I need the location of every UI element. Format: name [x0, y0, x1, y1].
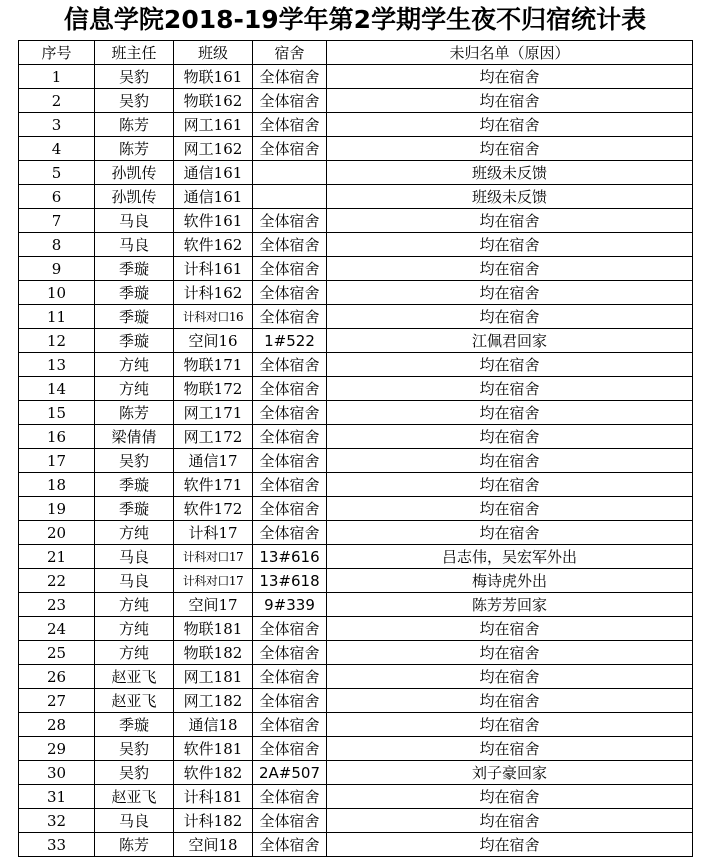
- table-row: [19, 353, 693, 377]
- header-class: 班级: [174, 41, 253, 65]
- cell-absent-list: 梅诗虎外出: [327, 569, 693, 593]
- cell-absent-list: 均在宿舍: [327, 425, 693, 449]
- cell-dorm: 全体宿舍: [253, 497, 327, 521]
- cell-dorm: 9#339: [253, 593, 327, 617]
- cell-index: 14: [19, 377, 95, 401]
- table-row: [19, 689, 693, 713]
- table-row: [19, 569, 693, 593]
- cell-teacher: 吴豹: [95, 761, 174, 785]
- header-teacher: 班主任: [95, 41, 174, 65]
- table-row: [19, 185, 693, 209]
- cell-index: 29: [19, 737, 95, 761]
- table-row: [19, 593, 693, 617]
- table-row: [19, 209, 693, 233]
- table-body: [19, 65, 693, 857]
- cell-absent-list: 均在宿舍: [327, 809, 693, 833]
- cell-index: 31: [19, 785, 95, 809]
- cell-class: 物联161: [174, 65, 253, 89]
- sheet-title: 信息学院2018-19学年第2学期学生夜不归宿统计表: [63, 5, 647, 34]
- cell-index: 9: [19, 257, 95, 281]
- cell-index: 28: [19, 713, 95, 737]
- cell-dorm: 全体宿舍: [253, 689, 327, 713]
- cell-teacher: 方纯: [95, 641, 174, 665]
- cell-teacher: 梁倩倩: [95, 425, 174, 449]
- table-row: [19, 497, 693, 521]
- cell-absent-list: 均在宿舍: [327, 353, 693, 377]
- cell-absent-list: 均在宿舍: [327, 449, 693, 473]
- cell-dorm: 13#618: [253, 569, 327, 593]
- cell-dorm: 全体宿舍: [253, 233, 327, 257]
- cell-teacher: 马良: [95, 209, 174, 233]
- cell-teacher: 季璇: [95, 473, 174, 497]
- cell-teacher: 吴豹: [95, 65, 174, 89]
- cell-dorm: 全体宿舍: [253, 281, 327, 305]
- cell-class: 物联181: [174, 617, 253, 641]
- cell-teacher: 赵亚飞: [95, 665, 174, 689]
- cell-class: 通信161: [174, 161, 253, 185]
- cell-index: 8: [19, 233, 95, 257]
- cell-absent-list: 刘子豪回家: [327, 761, 693, 785]
- cell-index: 3: [19, 113, 95, 137]
- cell-absent-list: 均在宿舍: [327, 209, 693, 233]
- cell-dorm: 全体宿舍: [253, 617, 327, 641]
- cell-index: 24: [19, 617, 95, 641]
- cell-class: 软件162: [174, 233, 253, 257]
- cell-absent-list: 班级未反馈: [327, 161, 693, 185]
- cell-index: 21: [19, 545, 95, 569]
- cell-index: 7: [19, 209, 95, 233]
- table-row: [19, 377, 693, 401]
- cell-dorm: 全体宿舍: [253, 809, 327, 833]
- cell-teacher: 季璇: [95, 305, 174, 329]
- cell-class: 计科181: [174, 785, 253, 809]
- table-row: [19, 833, 693, 857]
- cell-dorm: 2A#507: [253, 761, 327, 785]
- cell-class: 通信17: [174, 449, 253, 473]
- cell-class: 网工171: [174, 401, 253, 425]
- cell-absent-list: 均在宿舍: [327, 737, 693, 761]
- cell-teacher: 陈芳: [95, 113, 174, 137]
- header-index: 序号: [19, 41, 95, 65]
- table-row: [19, 161, 693, 185]
- cell-class: 网工161: [174, 113, 253, 137]
- cell-absent-list: 江佩君回家: [327, 329, 693, 353]
- cell-teacher: 方纯: [95, 353, 174, 377]
- cell-dorm: [253, 185, 327, 209]
- cell-teacher: 孙凯传: [95, 185, 174, 209]
- cell-index: 6: [19, 185, 95, 209]
- cell-dorm: 全体宿舍: [253, 305, 327, 329]
- cell-class: 计科对口16: [174, 305, 253, 329]
- cell-absent-list: 均在宿舍: [327, 665, 693, 689]
- cell-teacher: 马良: [95, 569, 174, 593]
- cell-class: 计科182: [174, 809, 253, 833]
- cell-dorm: 全体宿舍: [253, 665, 327, 689]
- cell-teacher: 方纯: [95, 521, 174, 545]
- table-row: [19, 137, 693, 161]
- cell-absent-list: 均在宿舍: [327, 689, 693, 713]
- cell-index: 19: [19, 497, 95, 521]
- cell-teacher: 季璇: [95, 257, 174, 281]
- cell-dorm: 全体宿舍: [253, 713, 327, 737]
- cell-class: 计科161: [174, 257, 253, 281]
- cell-teacher: 马良: [95, 233, 174, 257]
- cell-class: 网工172: [174, 425, 253, 449]
- table-row: [19, 761, 693, 785]
- cell-absent-list: 均在宿舍: [327, 521, 693, 545]
- cell-teacher: 季璇: [95, 497, 174, 521]
- cell-teacher: 吴豹: [95, 89, 174, 113]
- cell-class: 物联162: [174, 89, 253, 113]
- cell-dorm: 全体宿舍: [253, 473, 327, 497]
- cell-class: 通信18: [174, 713, 253, 737]
- cell-class: 软件181: [174, 737, 253, 761]
- cell-absent-list: 陈芳芳回家: [327, 593, 693, 617]
- cell-teacher: 方纯: [95, 377, 174, 401]
- table-row: [19, 545, 693, 569]
- cell-class: 网工182: [174, 689, 253, 713]
- table-row: [19, 785, 693, 809]
- cell-index: 32: [19, 809, 95, 833]
- table-row: [19, 425, 693, 449]
- cell-index: 15: [19, 401, 95, 425]
- cell-absent-list: 均在宿舍: [327, 377, 693, 401]
- table-row: [19, 665, 693, 689]
- cell-index: 30: [19, 761, 95, 785]
- cell-teacher: 马良: [95, 809, 174, 833]
- cell-class: 计科对口17: [174, 569, 253, 593]
- cell-dorm: 全体宿舍: [253, 89, 327, 113]
- cell-index: 23: [19, 593, 95, 617]
- table-row: [19, 713, 693, 737]
- cell-absent-list: 均在宿舍: [327, 137, 693, 161]
- cell-absent-list: 均在宿舍: [327, 305, 693, 329]
- cell-absent-list: 均在宿舍: [327, 473, 693, 497]
- cell-teacher: 季璇: [95, 281, 174, 305]
- cell-index: 25: [19, 641, 95, 665]
- cell-absent-list: 均在宿舍: [327, 785, 693, 809]
- table-row: [19, 257, 693, 281]
- table-row: [19, 65, 693, 89]
- cell-index: 12: [19, 329, 95, 353]
- cell-index: 5: [19, 161, 95, 185]
- cell-class: 空间16: [174, 329, 253, 353]
- cell-class: 网工181: [174, 665, 253, 689]
- table-row: [19, 809, 693, 833]
- cell-teacher: 吴豹: [95, 737, 174, 761]
- cell-index: 33: [19, 833, 95, 857]
- cell-index: 26: [19, 665, 95, 689]
- cell-index: 4: [19, 137, 95, 161]
- cell-absent-list: 均在宿舍: [327, 641, 693, 665]
- cell-teacher: 马良: [95, 545, 174, 569]
- cell-teacher: 陈芳: [95, 137, 174, 161]
- table-row: [19, 89, 693, 113]
- table-row: [19, 641, 693, 665]
- cell-class: 空间18: [174, 833, 253, 857]
- cell-index: 11: [19, 305, 95, 329]
- cell-absent-list: 均在宿舍: [327, 833, 693, 857]
- cell-class: 软件172: [174, 497, 253, 521]
- cell-dorm: 全体宿舍: [253, 257, 327, 281]
- table-row: [19, 401, 693, 425]
- cell-absent-list: 均在宿舍: [327, 233, 693, 257]
- cell-absent-list: 均在宿舍: [327, 257, 693, 281]
- cell-dorm: 全体宿舍: [253, 833, 327, 857]
- cell-absent-list: 均在宿舍: [327, 65, 693, 89]
- cell-index: 20: [19, 521, 95, 545]
- header-row: [19, 41, 693, 65]
- cell-dorm: 全体宿舍: [253, 737, 327, 761]
- header-dorm: 宿舍: [253, 41, 327, 65]
- header-absent-list: 未归名单（原因）: [327, 41, 693, 65]
- cell-teacher: 赵亚飞: [95, 785, 174, 809]
- table-row: [19, 521, 693, 545]
- cell-class: 物联182: [174, 641, 253, 665]
- cell-absent-list: 均在宿舍: [327, 617, 693, 641]
- cell-index: 27: [19, 689, 95, 713]
- cell-class: 物联171: [174, 353, 253, 377]
- cell-absent-list: 吕志伟，吴宏军外出: [327, 545, 693, 569]
- cell-dorm: 全体宿舍: [253, 401, 327, 425]
- cell-absent-list: 均在宿舍: [327, 89, 693, 113]
- cell-dorm: 全体宿舍: [253, 65, 327, 89]
- table-row: [19, 305, 693, 329]
- cell-absent-list: 班级未反馈: [327, 185, 693, 209]
- cell-teacher: 陈芳: [95, 833, 174, 857]
- cell-index: 18: [19, 473, 95, 497]
- cell-teacher: 方纯: [95, 617, 174, 641]
- cell-dorm: 全体宿舍: [253, 449, 327, 473]
- cell-dorm: 全体宿舍: [253, 377, 327, 401]
- cell-index: 22: [19, 569, 95, 593]
- cell-class: 空间17: [174, 593, 253, 617]
- cell-index: 17: [19, 449, 95, 473]
- cell-dorm: 全体宿舍: [253, 209, 327, 233]
- cell-absent-list: 均在宿舍: [327, 113, 693, 137]
- cell-dorm: 全体宿舍: [253, 113, 327, 137]
- cell-absent-list: 均在宿舍: [327, 713, 693, 737]
- cell-dorm: [253, 161, 327, 185]
- cell-absent-list: 均在宿舍: [327, 281, 693, 305]
- cell-class: 计科对口17: [174, 545, 253, 569]
- table-row: [19, 617, 693, 641]
- cell-index: 2: [19, 89, 95, 113]
- table-row: [19, 737, 693, 761]
- cell-teacher: 季璇: [95, 329, 174, 353]
- table-row: [19, 281, 693, 305]
- table-row: [19, 449, 693, 473]
- cell-teacher: 吴豹: [95, 449, 174, 473]
- cell-dorm: 13#616: [253, 545, 327, 569]
- cell-dorm: 全体宿舍: [253, 425, 327, 449]
- cell-index: 13: [19, 353, 95, 377]
- cell-dorm: 全体宿舍: [253, 641, 327, 665]
- cell-dorm: 全体宿舍: [253, 785, 327, 809]
- statistics-table: [18, 40, 693, 857]
- cell-dorm: 全体宿舍: [253, 137, 327, 161]
- cell-index: 10: [19, 281, 95, 305]
- cell-teacher: 方纯: [95, 593, 174, 617]
- cell-absent-list: 均在宿舍: [327, 497, 693, 521]
- cell-teacher: 季璇: [95, 713, 174, 737]
- cell-class: 计科162: [174, 281, 253, 305]
- cell-class: 网工162: [174, 137, 253, 161]
- cell-dorm: 全体宿舍: [253, 521, 327, 545]
- cell-class: 软件171: [174, 473, 253, 497]
- cell-teacher: 赵亚飞: [95, 689, 174, 713]
- cell-class: 软件161: [174, 209, 253, 233]
- cell-index: 1: [19, 65, 95, 89]
- cell-class: 软件182: [174, 761, 253, 785]
- cell-class: 通信161: [174, 185, 253, 209]
- cell-teacher: 孙凯传: [95, 161, 174, 185]
- cell-absent-list: 均在宿舍: [327, 401, 693, 425]
- cell-class: 计科17: [174, 521, 253, 545]
- cell-dorm: 1#522: [253, 329, 327, 353]
- table-row: [19, 113, 693, 137]
- spreadsheet: [18, 0, 692, 857]
- cell-teacher: 陈芳: [95, 401, 174, 425]
- table-row: [19, 233, 693, 257]
- cell-class: 物联172: [174, 377, 253, 401]
- cell-dorm: 全体宿舍: [253, 353, 327, 377]
- table-row: [19, 329, 693, 353]
- cell-index: 16: [19, 425, 95, 449]
- table-row: [19, 473, 693, 497]
